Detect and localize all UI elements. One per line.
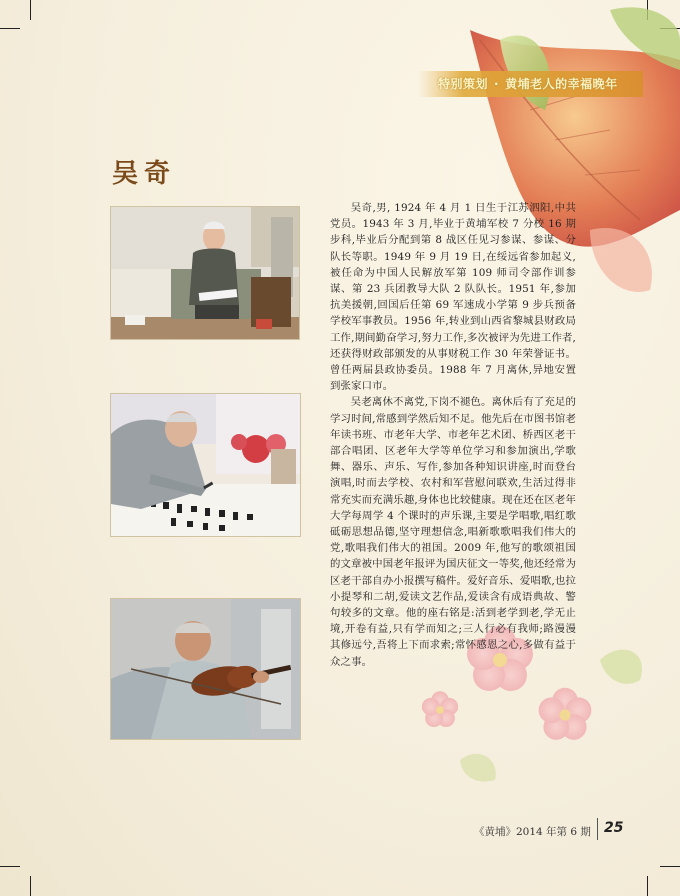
article-paragraph: 吴老离休不离党,下岗不褪色。离休后有了充足的学习时间,常感到学然后知不足。他先后在市图书馆老年读书班、市老年大学、市老年艺术团、桥西区老干部合唱团、区老年大学等单位学习和参加演出,学歌舞、器乐、声乐、写作,参加各种知识讲座,时而登台演唱,时而去学校、农村和军营慰问联欢,生活过得非常充实而充满乐趣,身体也比较健康。现在还在区老年大学每周学 4 个课时的声乐课,主要是学唱歌,唱红歌砥砺思想品德,坚守理想信念,唱新歌歌唱我们伟大的党,歌唱我们伟大的祖国。2009 年,他写的歌颂祖国的文章被中国老年报评为国庆征文一等奖,他还经常为区老干部自办小报撰写稿件。爱好音乐、爱唱歌,也拉小提琴和二胡,爱读文艺作品,爱读含有成语典故、警句较多的文章。他的座右铭是:活到老学到老,学无止境,开卷有益,只有学而知之;三人行必有我师;路漫漫其修远兮,吾将上下而求索;常怀感恩之心,多做有益于众之事。 xyxy=(330,396,576,668)
section-topic: 黄埔老人的幸福晚年 xyxy=(505,77,618,91)
section-label: 特别策划 xyxy=(438,77,489,91)
header-separator: · xyxy=(494,77,500,91)
page-number-divider xyxy=(597,818,598,840)
page-number: 25 xyxy=(604,820,624,836)
photo-violin xyxy=(110,598,301,740)
magazine-issue: 《黄埔》2014 年第 6 期 xyxy=(474,826,591,838)
section-header xyxy=(438,75,618,92)
article-body xyxy=(330,200,576,670)
photo-calligraphy xyxy=(110,393,301,537)
article-title: 吴奇 xyxy=(112,159,177,189)
article-paragraph: 吴奇,男, 1924 年 4 月 1 日生于江苏泗阳,中共党员。1943 年 3 月,毕业于黄埔军校 7 分校 16 期步科,毕业后分配到第 8 战区任见习参谋、参谋、分队长等职。1949 年 9 月 19 日,在绥远省参加起义,被任命为中国人民解放军第 109 师司令部作训参谋、第 23 兵团教导大队 2 队队长。1951 年,参加抗美援朝,回国后任第 69 军速成小学第 9 步兵预备学校军事教员。1956 年,转业到山西省黎城县财政局工作,期间勤奋学习,努力工作,多次被评为先进工作者,还获得财政部颁发的从事财税工作 30 年荣誉证书。曾任两届县政协委员。1988 年 7 月离休,异地安置到张家口市。 xyxy=(330,202,576,393)
photo-seated-portrait xyxy=(110,206,300,340)
